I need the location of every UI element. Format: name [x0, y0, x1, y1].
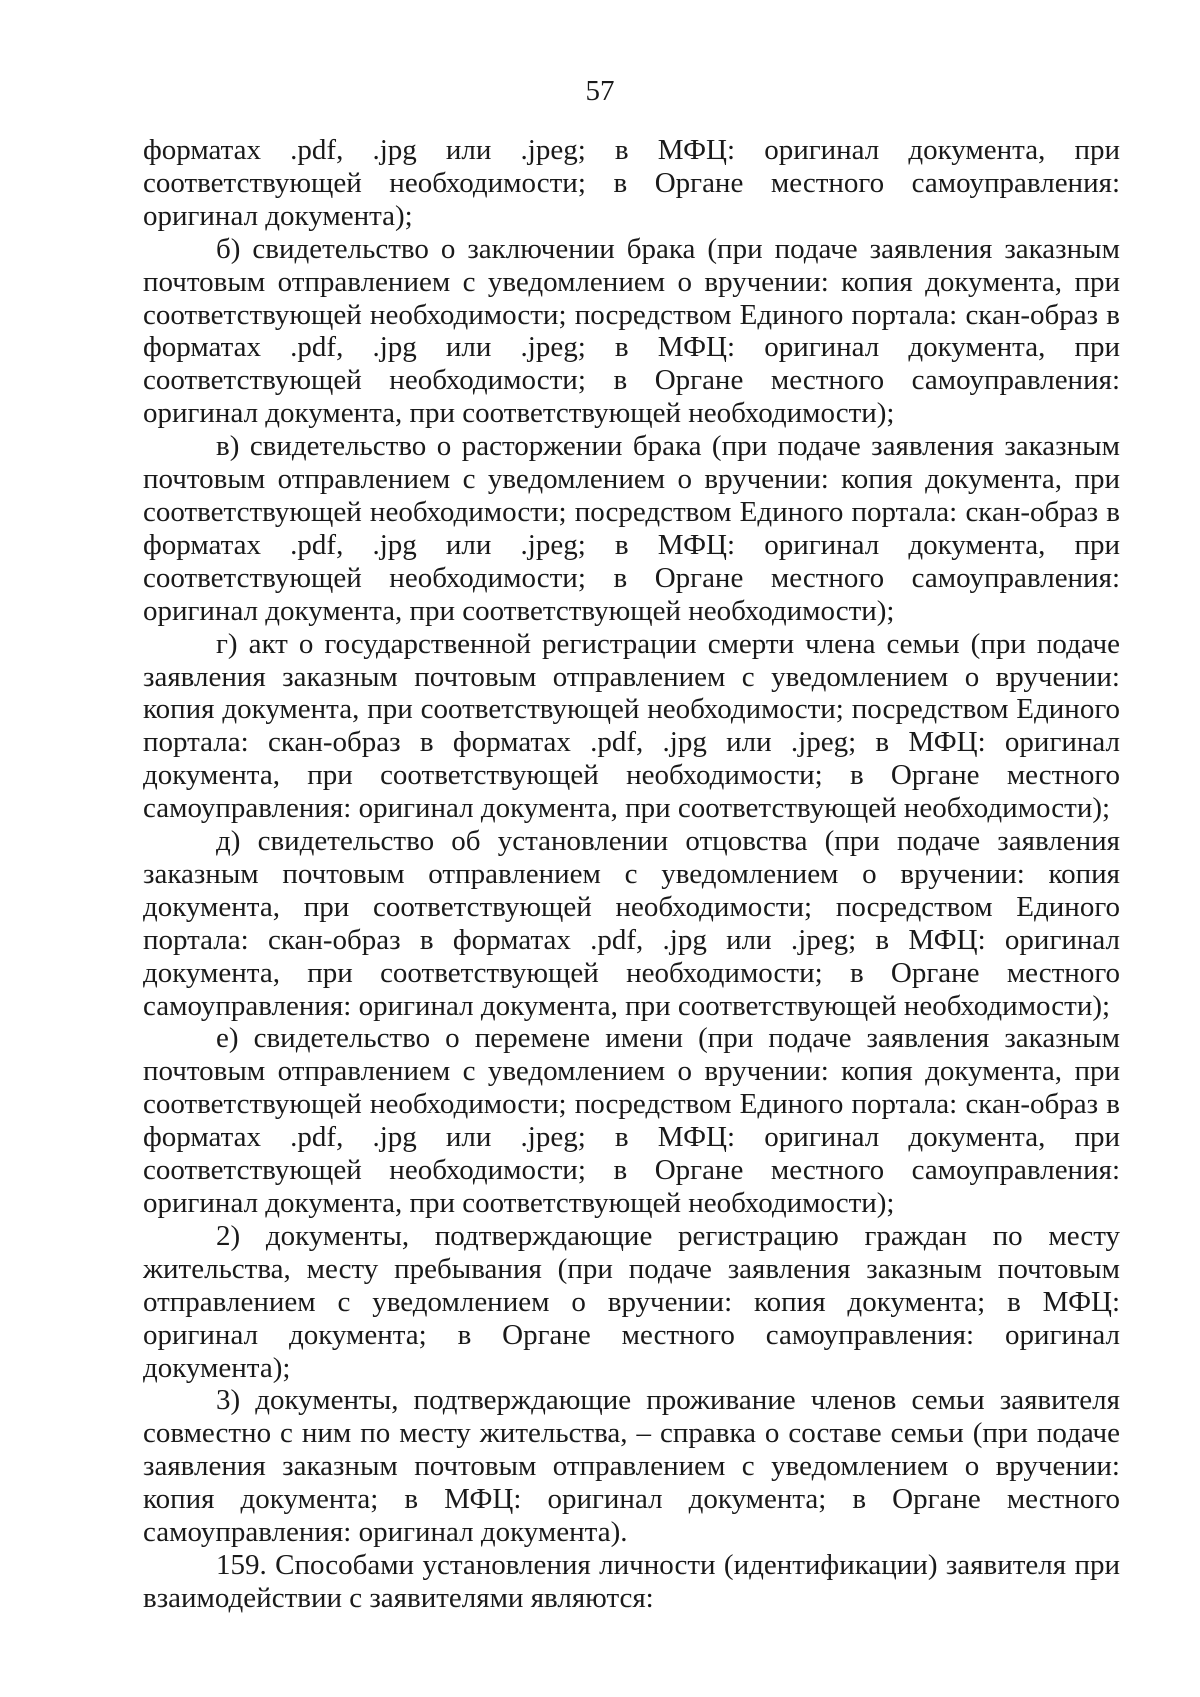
paragraph-item-3: 3) документы, подтверждающие проживание членов семьи заявителя совместно с ним по месту жительства, – справка о составе семьи (при подаче заявления заказным почтовым отправлением с уведомлением о вручении: копия документа; в МФЦ: оригинал документа; в Органе местного самоуправления: оригинал документа). [143, 1384, 1120, 1549]
paragraph-item-b: б) свидетельство о заключении брака (при подаче заявления заказным почтовым отправлением с уведомлением о вручении: копия документа, при соответствующей необходимости; посредством Единого портала: скан-образ в форматах .pdf, .jpg или .jpeg; в МФЦ: оригинал документа, при соответствующей необходимости; в Органе местного самоуправления: оригинал документа, при соответствующей необходимости); [143, 232, 1120, 430]
page-number: 57 [585, 75, 615, 107]
paragraph-clause-159: 159. Способами установления личности (идентификации) заявителя при взаимодействии с заявителями являются: [143, 1548, 1120, 1614]
paragraph-item-e: е) свидетельство о перемене имени (при подаче заявления заказным почтовым отправлением с уведомлением о вручении: копия документа, при соответствующей необходимости; посредством Единого портала: скан-образ в форматах .pdf, .jpg или .jpeg; в МФЦ: оригинал документа, при соответствующей необходимости; в Органе местного самоуправления: оригинал документа, при соответствующей необходимости); [143, 1022, 1120, 1219]
paragraph-item-g: г) акт о государственной регистрации смерти члена семьи (при подаче заявления заказным почтовым отправлением с уведомлением о вручении: копия документа, при соответствующей необходимости; посредством Единого портала: скан-образ в форматах .pdf, .jpg или .jpeg; в МФЦ: оригинал документа, при соответствующей необходимости; в Органе местного самоуправления: оригинал документа, при соответствующей необходимости); [143, 627, 1120, 825]
paragraph-continuation: форматах .pdf, .jpg или .jpeg; в МФЦ: оригинал документа, при соответствующей необходимости; в Органе местного самоуправления: оригинал документа); [143, 134, 1120, 232]
paragraph-item-d: д) свидетельство об установлении отцовства (при подаче заявления заказным почтовым отправлением с уведомлением о вручении: копия документа, при соответствующей необходимости; посредством Единого портала: скан-образ в форматах .pdf, .jpg или .jpeg; в МФЦ: оригинал документа, при соответствующей необходимости; в Органе местного самоуправления: оригинал документа, при соответствующей необходимости); [143, 825, 1120, 1022]
paragraph-item-v: в) свидетельство о расторжении брака (при подаче заявления заказным почтовым отправлением с уведомлением о вручении: копия документа, при соответствующей необходимости; посредством Единого портала: скан-образ в форматах .pdf, .jpg или .jpeg; в МФЦ: оригинал документа, при соответствующей необходимости; в Органе местного самоуправления: оригинал документа, при соответствующей необходимости); [143, 430, 1120, 627]
document-body [143, 134, 1120, 1615]
paragraph-item-2: 2) документы, подтверждающие регистрацию граждан по месту жительства, месту пребывания (при подаче заявления заказным почтовым отправлением с уведомлением о вручении: копия документа; в МФЦ: оригинал документа; в Органе местного самоуправления: оригинал документа); [143, 1219, 1120, 1384]
